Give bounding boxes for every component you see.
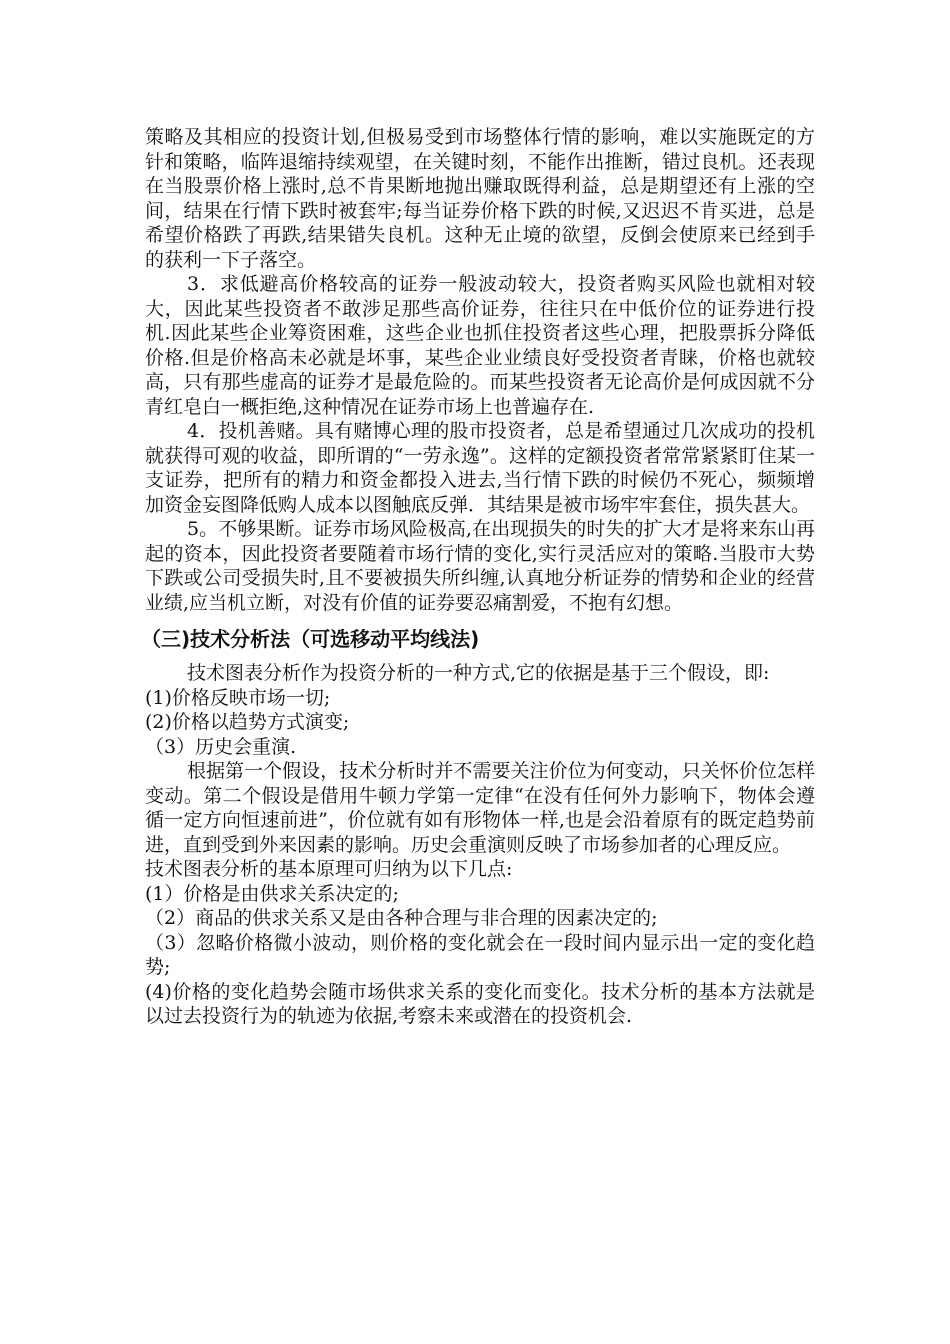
- list-item-assumption-3: （3）历史会重演.: [145, 735, 297, 758]
- paragraph-investment-plan: 策略及其相应的投资计划,但极易受到市场整体行情的影响，难以实施既定的方针和策略，临阵退缩持续观望，在关键时刻，不能作出推断，错过良机。还表现在当股票价格上涨时,总不肯果断地抛出赚取既得利益，总是期望还有上涨的空间，结果在行情下跌时被套牢;每当证券价格下跌的时候,又迟迟不肯买进，总是希望价格跌了再跌,结果错失良机。这种无止境的欲望，反倒会使原来已经到手的获利一下子落空。: [145, 126, 815, 271]
- list-item-assumption-1: (1)价格反映市场一切;: [145, 686, 331, 709]
- paragraph-indecisive: 5。不够果断。证券市场风险极高,在出现损失的时失的扩大才是将来东山再起的资本，因此投资者要随着市场行情的变化,实行灵活应对的策略.当股市大势下跌或公司受损失时,且不要被损失所纠缠,认真地分析证券的情势和企业的经营业绩,应当机立断，对没有价值的证券要忍痛割爱，不抱有幻想。: [145, 518, 815, 614]
- paragraph-assumptions-intro: 技术图表分析作为投资分析的一种方式,它的依据是基于三个假设，即:: [187, 662, 770, 684]
- paragraph-gambling: 4．投机善赌。具有赌博心理的股市投资者，总是希望通过几次成功的投机就获得可观的收益，即所谓的“一劳永逸”。这样的定额投资者常常紧紧盯住某一支证券，把所有的精力和资金都投入进去,当行情下跌的时候仍不死心，频频增加资金妄图降低购人成本以图触底反弹．其结果是被市场牢牢套住，损失甚大。: [145, 420, 815, 516]
- paragraph-avoid-high-price: 3．求低避高价格较高的证券一般波动较大，投资者购买风险也就相对较大，因此某些投资者不敢涉足那些高价证券，往往只在中低价位的证券进行投机.因此某些企业筹资困难，这些企业也抓住投资者这些心理，把股票拆分降低价格.但是价格高未必就是坏事，某些企业业绩良好受投资者青睐，价格也就较高，只有那些虚高的证券才是最危险的。而某些投资者无论高价是何成因就不分青红皂白一概拒绝,这种情况在证券市场上也普遍存在.: [145, 273, 815, 418]
- list-item-principle-4: (4)价格的变化趋势会随市场供求关系的变化而变化。技术分析的基本方法就是以过去投资行为的轨迹为依据,考察未来或潜在的投资机会.: [145, 980, 815, 1027]
- list-item-principle-1: (1）价格是由供求关系决定的;: [145, 882, 399, 905]
- paragraph-assumption-explanation: 根据第一个假设，技术分析时并不需要关注价位为何变动，只关怀价位怎样变动。第二个假设是借用牛顿力学第一定律“在没有任何外力影响下，物体会遵循一定方向恒速前进”，价位就有如有形物体一样,也是会沿着原有的既定趋势前进，直到受到外来因素的影响。历史会重演则反映了市场参加者的心理反应。: [145, 760, 815, 856]
- list-item-principle-2: （2）商品的供求关系又是由各种合理与非合理的因素决定的;: [145, 907, 658, 929]
- paragraph-principles-intro: 技术图表分析的基本原理可归纳为以下几点:: [145, 858, 513, 880]
- document-page: [141, 125, 815, 1029]
- list-item-principle-3: （3）忽略价格微小波动，则价格的变化就会在一段时间内显示出一定的变化趋势;: [145, 931, 815, 978]
- section-heading-technical-analysis: （三)技术分析法（可选移动平均线法): [141, 627, 480, 651]
- list-item-assumption-2: (2)价格以趋势方式演变;: [145, 711, 350, 733]
